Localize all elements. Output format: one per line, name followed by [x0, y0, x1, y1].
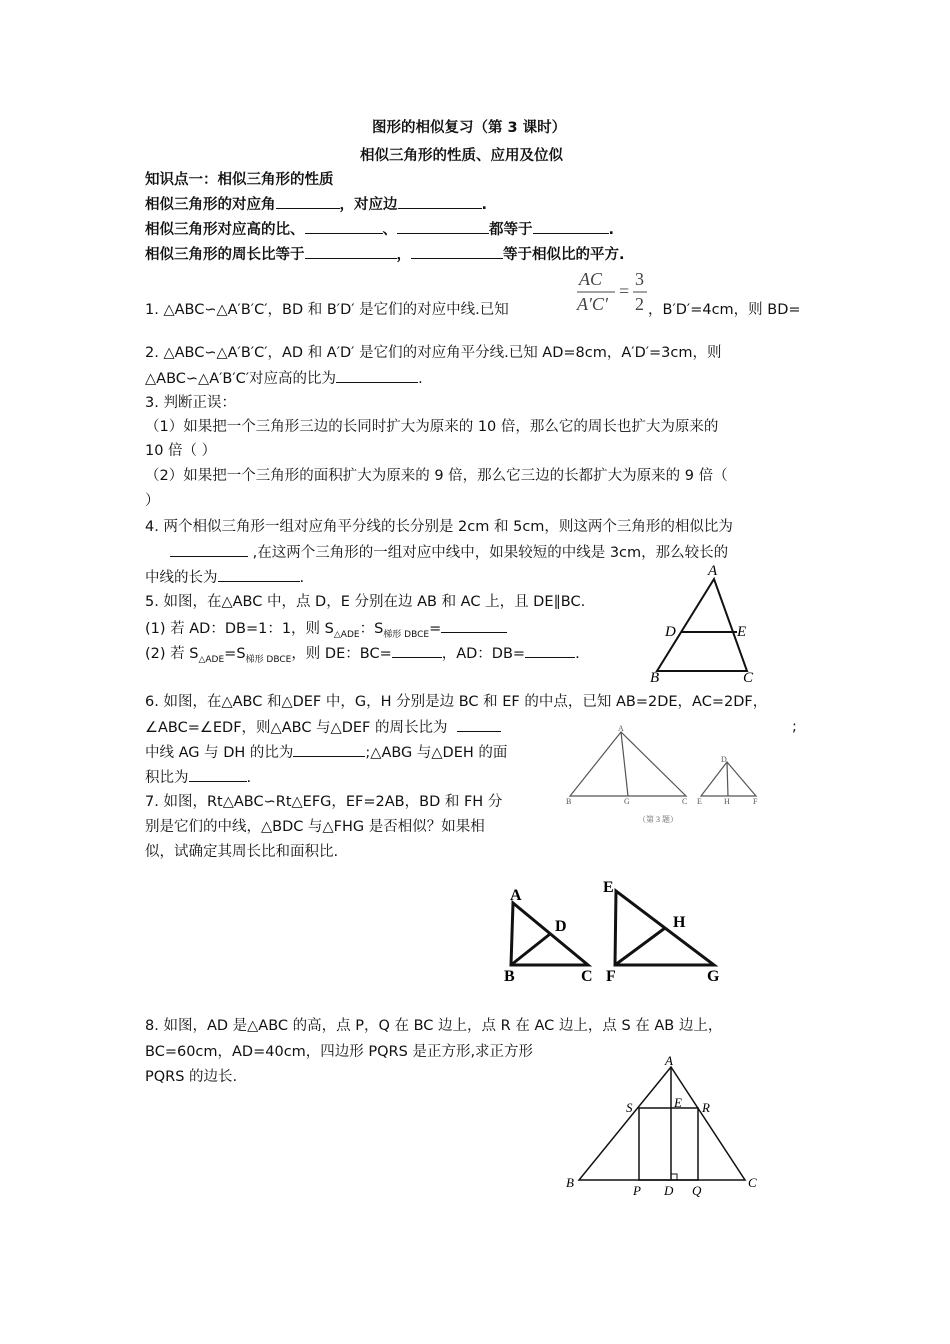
q5-line-1: 5. 如图，在△ABC 中，点 D，E 分别在边 AB 和 AC 上，且 DE∥BC. — [145, 594, 586, 610]
q5-part-1 — [145, 618, 507, 645]
q6-semicolon: ; — [792, 719, 797, 735]
q1-text-b: ，B′D′=4cm，则 BD= — [648, 302, 801, 318]
text: . — [481, 197, 488, 213]
label-d: D — [665, 624, 676, 640]
text: . — [246, 770, 252, 786]
equals-sign: = — [619, 281, 630, 301]
frac-denominator: A′C′ — [577, 294, 608, 314]
q3-line-2: （1）如果把一个三角形三边的长同时扩大为原来的 10 倍，那么它的周长也扩大为原来的 — [145, 419, 719, 435]
text: . — [299, 570, 305, 586]
label-c: C — [748, 1175, 757, 1190]
text: ∠ABC=∠EDF，则△ABC 与△DEF 的周长比为 — [145, 720, 448, 736]
label-p: P — [633, 1183, 641, 1198]
q7-line-2: 别是它们的中线，△BDC 与△FHG 是否相似？如果相 — [145, 819, 485, 835]
text: ，对应边 — [339, 197, 398, 213]
knowledge-line-2 — [145, 219, 614, 240]
triangle-abc — [579, 1067, 745, 1180]
text: . — [608, 222, 615, 238]
label-a: A — [665, 1053, 673, 1068]
ratio-numerator: 3 — [635, 269, 644, 289]
label-g: G — [707, 968, 720, 985]
q8-figure — [560, 1050, 770, 1210]
q2-line-2 — [145, 368, 423, 389]
blank[interactable] — [411, 244, 503, 259]
text: ,在这两个三角形的一组对应中线中，如果较短的中线是 3cm，那么较长的 — [248, 545, 729, 561]
q6-line-1: 6. 如图，在△ABC 和△DEF 中，G，H 分别是边 BC 和 EF 的中点，已知 AB=2DE，AC=2DF， — [145, 694, 768, 710]
q6-line-4 — [145, 767, 251, 788]
page-subtitle: 相似三角形的性质、应用及位似 — [360, 148, 563, 164]
blank[interactable] — [525, 643, 575, 658]
label-f: F — [606, 968, 616, 985]
blank[interactable] — [336, 368, 418, 383]
text: 相似三角形对应高的比、 — [145, 222, 305, 238]
text: 等于相似比的平方. — [503, 247, 625, 263]
page-title: 图形的相似复习（第 3 课时） — [372, 120, 567, 136]
q4-line-3 — [145, 567, 304, 588]
blank[interactable] — [457, 717, 501, 732]
q4-line-2 — [170, 542, 728, 563]
label-a: A — [510, 887, 522, 904]
subscript: △ADE — [333, 629, 360, 640]
q5-figure — [640, 562, 770, 688]
q2-line-1: 2. △ABC∽△A′B′C′，AD 和 A′D′ 是它们的对应角平分线.已知 AD=8cm，A′D′=3cm，则 — [145, 345, 722, 361]
label-b: B — [504, 968, 515, 985]
ratio-denominator: 2 — [635, 294, 644, 314]
label-d: D — [721, 755, 727, 764]
blank[interactable] — [392, 643, 442, 658]
q5-part-2 — [145, 643, 580, 670]
q8-line-2: BC=60cm，AD=40cm，四边形 PQRS 是正方形,求正方形 — [145, 1044, 534, 1060]
label-f: F — [753, 797, 758, 806]
q6-line-3 — [145, 742, 507, 763]
knowledge-line-3 — [145, 244, 625, 265]
blank[interactable] — [397, 219, 489, 234]
subscript: △ADE — [198, 654, 225, 665]
blank[interactable] — [189, 767, 247, 782]
knowledge-line-1 — [145, 194, 487, 215]
triangle-abc — [570, 732, 686, 796]
label-e: E — [603, 879, 614, 896]
q4-line-1: 4. 两个相似三角形一组对应角平分线的长分别是 2cm 和 5cm，则这两个三角形的相似比为 — [145, 519, 733, 535]
text: = — [429, 621, 442, 637]
median-dh — [727, 762, 728, 796]
label-c: C — [743, 670, 754, 686]
label-r: R — [702, 1100, 710, 1115]
blank[interactable] — [276, 194, 340, 209]
label-d: D — [555, 918, 567, 935]
label-e: E — [674, 1095, 682, 1110]
blank[interactable] — [398, 194, 482, 209]
text: ，则 DE：BC= — [291, 646, 392, 662]
frac-numerator: AC — [579, 269, 603, 289]
q8-line-1: 8. 如图，AD 是△ABC 的高，点 P，Q 在 BC 边上，点 R 在 AC 边上，点 S 在 AB 边上， — [145, 1018, 723, 1034]
blank[interactable] — [293, 742, 365, 757]
label-a: A — [708, 563, 718, 579]
blank[interactable] — [305, 219, 383, 234]
text: . — [575, 646, 580, 662]
subscript: 梯形 DBCE — [245, 654, 292, 665]
q3-line-5: ） — [145, 493, 160, 509]
text: 相似三角形的周长比等于 — [145, 247, 305, 263]
text: 积比为 — [145, 770, 189, 786]
text: 、 — [382, 222, 397, 238]
q7-line-3: 似，试确定其周长比和面积比. — [145, 844, 339, 860]
text: △ABC∽△A′B′C′对应高的比为 — [145, 371, 337, 387]
text: ， — [396, 247, 411, 263]
label-s: S — [626, 1100, 633, 1115]
label-b: B — [566, 1175, 574, 1190]
label-c: C — [581, 968, 593, 985]
square-pqrs — [639, 1108, 698, 1180]
text: ：S — [359, 621, 384, 637]
text: ;△ABG 与△DEH 的面 — [365, 745, 508, 761]
label-c: C — [682, 797, 688, 806]
label-b: B — [650, 670, 660, 686]
figure-caption: （第 3 题） — [638, 815, 678, 824]
text: ，AD：DB= — [441, 646, 526, 662]
label-b: B — [566, 797, 572, 806]
right-angle-mark — [671, 1174, 677, 1180]
text: . — [418, 371, 423, 387]
text: 相似三角形的对应角 — [145, 197, 276, 213]
q1-text-a: 1. △ABC∽△A′B′C′，BD 和 B′D′ 是它们的对应中线.已知 — [145, 302, 509, 318]
knowledge-heading: 知识点一：相似三角形的性质 — [145, 172, 334, 188]
label-g: G — [624, 797, 630, 806]
blank[interactable] — [441, 618, 507, 633]
blank[interactable] — [305, 244, 397, 259]
text: 都等于 — [489, 222, 533, 238]
blank[interactable] — [533, 219, 609, 234]
median-bd — [511, 934, 550, 965]
q6-figure — [560, 722, 770, 832]
label-a: A — [618, 724, 624, 733]
label-q: Q — [692, 1183, 702, 1198]
q3-line-3: 10 倍（ ） — [145, 443, 217, 459]
text: (2) 若 S — [145, 646, 199, 662]
q3-line-1: 3. 判断正误： — [145, 395, 236, 411]
label-h: H — [673, 914, 686, 931]
blank[interactable] — [170, 542, 248, 557]
text: 中线的长为 — [145, 570, 218, 586]
triangle-def — [701, 762, 756, 796]
text: =S — [224, 646, 246, 662]
text: 中线 AG 与 DH 的比为 — [145, 745, 294, 761]
q7-figure — [498, 874, 738, 986]
q6-line-2 — [145, 717, 501, 738]
subscript: 梯形 DBCE — [383, 629, 430, 640]
label-e: E — [697, 797, 702, 806]
text: (1) 若 AD：DB=1：1，则 S — [145, 621, 334, 637]
label-h: H — [724, 797, 730, 806]
q8-line-3: PQRS 的边长. — [145, 1069, 238, 1085]
label-e: E — [737, 624, 747, 640]
median-ag — [621, 732, 628, 796]
median-fh — [615, 928, 665, 965]
blank[interactable] — [218, 567, 300, 582]
q7-line-1: 7. 如图，Rt△ABC∽Rt△EFG，EF=2AB，BD 和 FH 分 — [145, 794, 503, 810]
q3-line-4: （2）如果把一个三角形的面积扩大为原来的 9 倍，那么它三边的长都扩大为原来的 9 倍（ — [145, 468, 728, 484]
label-d: D — [664, 1183, 674, 1198]
